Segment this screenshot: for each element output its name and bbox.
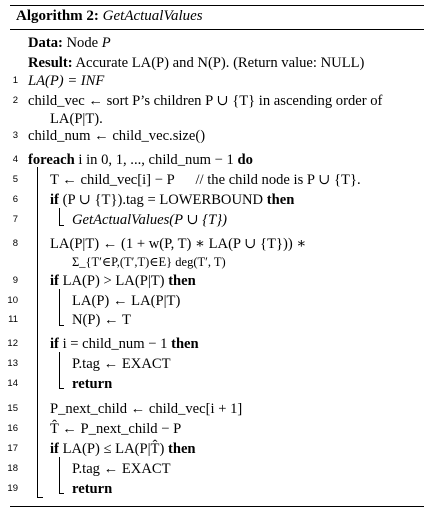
code-line-2: child_vec ← sort P’s children P ∪ {T} in ascending order of [28, 93, 383, 109]
code-line-4: foreach i in 0, 1, ..., child_num − 1 do [28, 152, 253, 168]
code-line-14: return [72, 376, 113, 392]
if-body-bar [59, 352, 60, 388]
line-number: 18 [7, 463, 18, 474]
line-number: 5 [12, 174, 18, 185]
line-number: 4 [12, 154, 18, 165]
line-number: 9 [12, 275, 18, 286]
if-body-end [59, 325, 64, 326]
code-line-11: N(P) ← T [72, 312, 131, 328]
line-number: 6 [12, 194, 18, 205]
line-number: 10 [7, 295, 18, 306]
algorithm-caption [16, 8, 203, 25]
line-number: 1 [12, 75, 18, 86]
line-number: 14 [7, 378, 18, 389]
code-line-9: if LA(P) > LA(P|T) then [50, 273, 196, 289]
code-line-2-cont: LA(P|T). [50, 111, 103, 127]
top-rule [10, 5, 424, 6]
caption-label: Algorithm 2: [16, 8, 99, 24]
code-line-8: LA(P|T) ← (1 + w(P, T) ∗ LA(P ∪ {T})) ∗ [50, 236, 307, 252]
code-line-19: return [72, 481, 113, 497]
line-number: 7 [12, 214, 18, 225]
if-body-end [59, 225, 64, 226]
line-number: 19 [7, 483, 18, 494]
line-number: 2 [12, 95, 18, 106]
if-body-end [59, 388, 64, 389]
line-number: 13 [7, 358, 18, 369]
result-line: Result: Accurate LA(P) and N(P). (Return value: NULL) [28, 55, 365, 71]
caption-name: GetActualValues [102, 8, 203, 24]
code-line-6: if (P ∪ {T}).tag = LOWERBOUND then [50, 192, 295, 208]
code-line-1: LA(P) = INF [28, 73, 105, 89]
foreach-body-end [37, 497, 43, 498]
foreach-body-bar [37, 167, 38, 497]
code-line-12: if i = child_num − 1 then [50, 336, 199, 352]
code-line-8-cont: Σ_{T′∈P,(T′,T)∈E} deg(T′, T) [72, 255, 226, 269]
if-body-bar [59, 289, 60, 325]
if-body-bar [59, 208, 60, 225]
line-number: 15 [7, 403, 18, 414]
code-line-7: GetActualValues(P ∪ {T}) [72, 212, 227, 228]
line-number: 3 [12, 130, 18, 141]
line-number: 8 [12, 238, 18, 249]
code-line-5: T ← child_vec[i] − P // the child node is P ∪ {T}. [50, 172, 361, 188]
algorithm-box [7, 5, 424, 509]
code-line-16: T̂ ← P_next_child − P [50, 421, 182, 437]
caption-rule [10, 29, 424, 30]
line-number: 16 [7, 423, 18, 434]
code-line-15: P_next_child ← child_vec[i + 1] [50, 401, 243, 417]
bottom-rule [10, 506, 424, 507]
line-number: 12 [7, 338, 18, 349]
if-body-end [59, 493, 64, 494]
code-line-10: LA(P) ← LA(P|T) [72, 293, 181, 309]
if-body-bar [59, 457, 60, 493]
line-number: 11 [8, 314, 18, 325]
code-line-3: child_num ← child_vec.size() [28, 128, 206, 144]
code-line-17: if LA(P) ≤ LA(P|T̂) then [50, 441, 196, 457]
code-line-18: P.tag ← EXACT [72, 461, 171, 477]
code-line-13: P.tag ← EXACT [72, 356, 171, 372]
data-line: Data: Node P [28, 35, 111, 51]
line-number: 17 [7, 443, 18, 454]
